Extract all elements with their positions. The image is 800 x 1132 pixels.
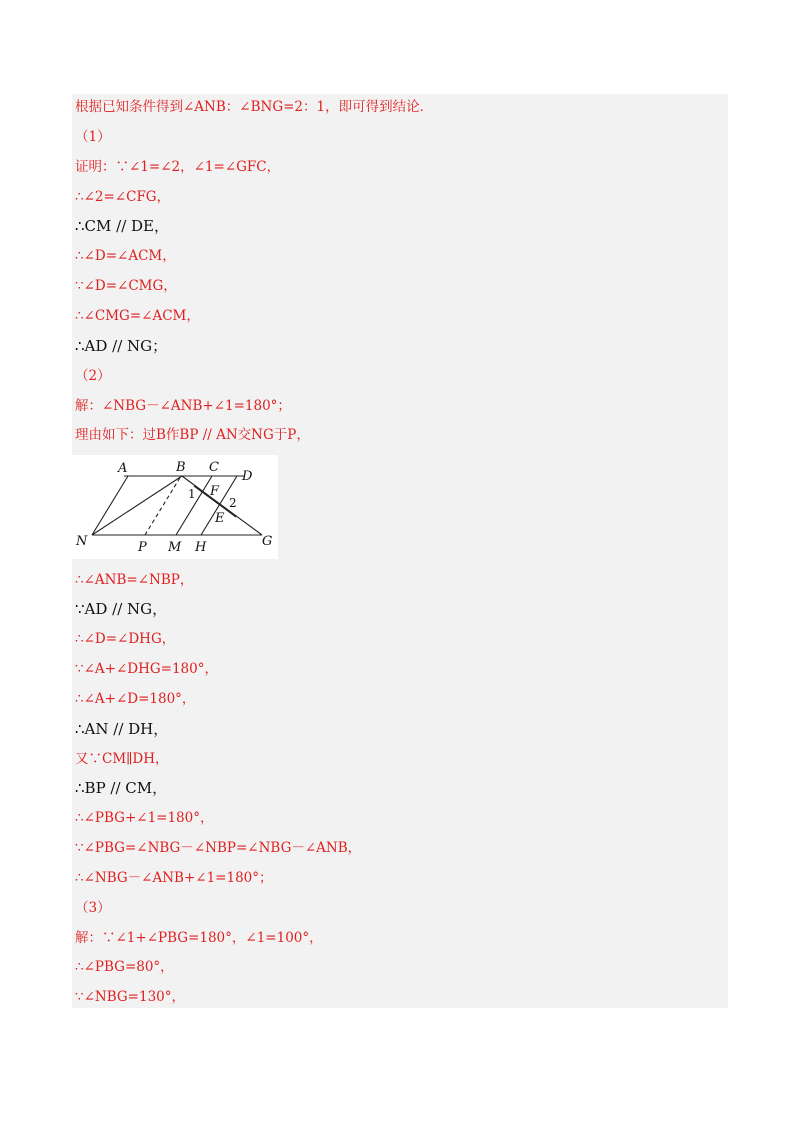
- solution-line: ∴∠PBG=80°，: [75, 959, 174, 975]
- label-n: N: [76, 534, 88, 549]
- label-f: F: [210, 484, 220, 499]
- solution-line: 又∵CM∥DH，: [75, 751, 169, 767]
- label-b: B: [176, 460, 186, 475]
- solution-line: ∵∠A+∠DHG=180°，: [75, 661, 218, 677]
- label-h: H: [195, 540, 207, 555]
- label-c: C: [209, 460, 219, 475]
- line-an: [92, 476, 128, 535]
- solution-line: ∵∠D=∠CMG，: [75, 278, 177, 294]
- solution-line: （1）: [75, 129, 111, 145]
- solution-line: 根据已知条件得到∠ANB：∠BNG=2：1，即可得到结论．: [75, 99, 434, 115]
- line-nb: [92, 476, 182, 535]
- label-d: D: [242, 469, 253, 484]
- solution-line: ∴AD // NG；: [75, 337, 168, 355]
- solution-line: 理由如下：过B作BP // AN交NG于P，: [75, 427, 310, 443]
- label-a: A: [118, 461, 128, 476]
- label-angle-2: 2: [229, 496, 237, 510]
- label-p: P: [138, 540, 147, 555]
- label-g: G: [262, 534, 273, 549]
- solution-line: ∴∠PBG+∠1=180°，: [75, 810, 214, 826]
- label-angle-1: 1: [188, 487, 196, 501]
- solution-line: 证明：∵∠1=∠2，∠1=∠GFC，: [75, 159, 281, 175]
- label-e: E: [215, 511, 225, 526]
- solution-line: ∴CM // DE，: [75, 217, 169, 235]
- solution-line: ∴∠ANB=∠NBP，: [75, 572, 194, 588]
- solution-line: 解：∵∠1+∠PBG=180°，∠1=100°，: [75, 930, 323, 946]
- solution-line: ∵∠NBG=130°，: [75, 989, 185, 1005]
- solution-line: ∴∠CMG=∠ACM，: [75, 308, 200, 324]
- geometry-figure: [72, 455, 278, 559]
- solution-line: ∵∠PBG=∠NBG－∠NBP=∠NBG－∠ANB，: [75, 840, 362, 856]
- solution-line: ∴∠2=∠CFG，: [75, 189, 171, 205]
- label-m: M: [168, 540, 182, 555]
- solution-line: ∴∠D=∠DHG，: [75, 631, 176, 647]
- line-bp-dashed: [145, 476, 181, 535]
- solution-line: ∴∠NBG－∠ANB+∠1=180°；: [75, 870, 273, 886]
- solution-line: ∴∠A+∠D=180°，: [75, 691, 196, 707]
- solution-line: 解：∠NBG－∠ANB+∠1=180°；: [75, 398, 291, 414]
- solution-line: （3）: [75, 900, 111, 916]
- solution-line: ∵AD // NG，: [75, 600, 168, 618]
- geometry-figure-svg: [72, 455, 278, 559]
- solution-line: ∴∠D=∠ACM，: [75, 248, 176, 264]
- solution-line: ∴AN // DH，: [75, 720, 169, 738]
- solution-line: （2）: [75, 368, 111, 384]
- solution-line: ∴BP // CM，: [75, 779, 168, 797]
